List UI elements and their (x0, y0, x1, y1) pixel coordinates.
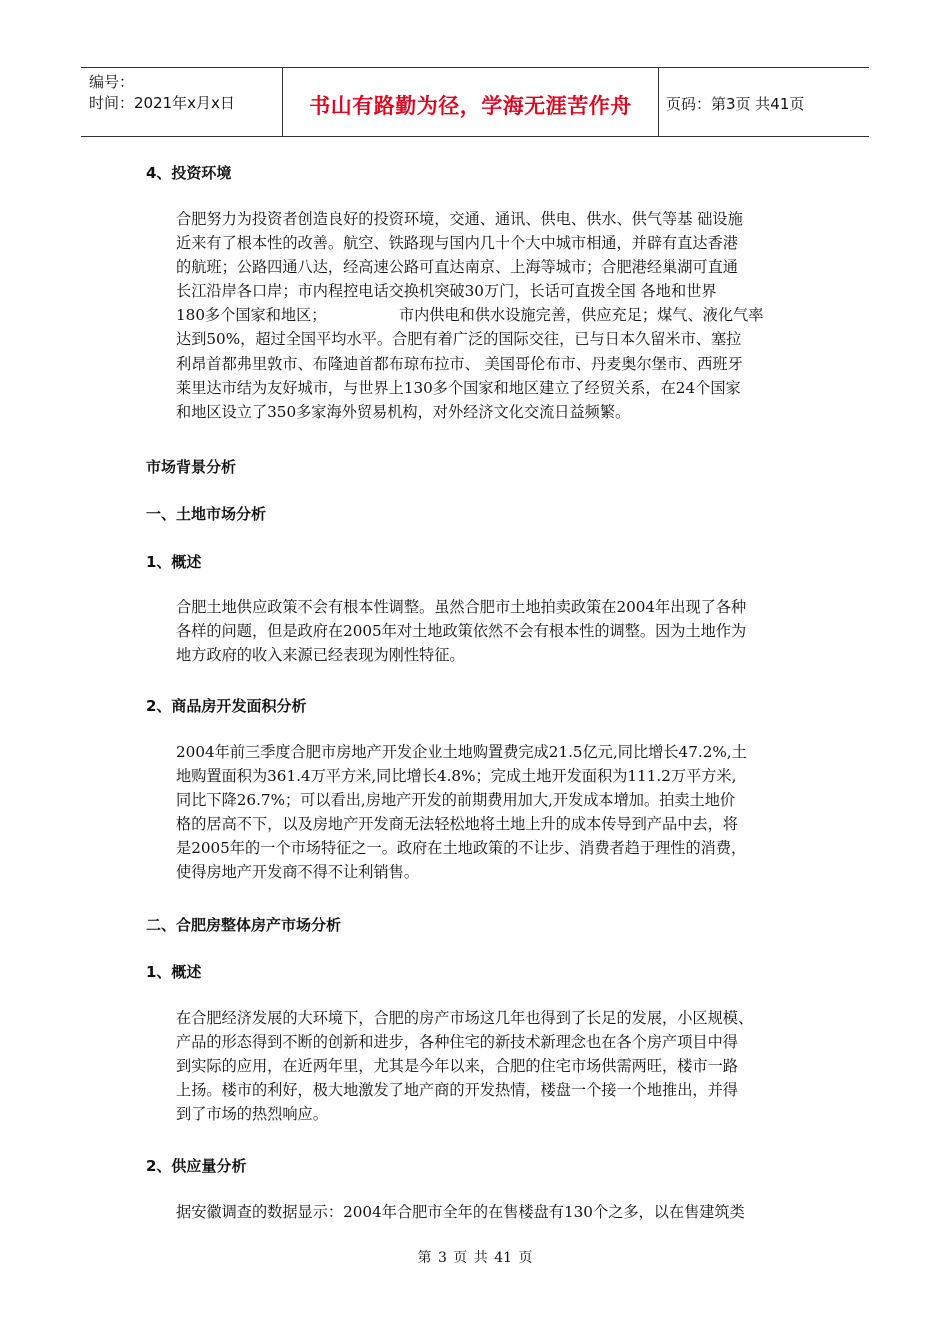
page-header (81, 67, 869, 137)
text-line: 地方政府的收入来源已经表现为刚性特征。 (176, 646, 465, 665)
text-line: 地购置面积为361.4万平方米,同比增长4.8%；完成土地开发面积为111.2万平方米, (176, 767, 737, 786)
document-number-label: 编号： (89, 73, 135, 91)
subsection-heading-land-overview: 1、概述 (146, 553, 202, 571)
text-line: 到实际的应用，在近两年里，尤其是今年以来，合肥的住宅市场供需两旺，楼市一路 (176, 1057, 738, 1076)
page-footer: 第 3 页 共 41 页 (417, 1250, 533, 1266)
text-line: 合肥土地供应政策不会有根本性调整。虽然合肥市土地拍卖政策在2004年出现了各种 (176, 598, 747, 616)
subsection-heading-housing-overview: 1、概述 (146, 963, 202, 981)
paragraph-housing-overview (176, 1006, 816, 1126)
subsection-heading-supply: 2、供应量分析 (146, 1157, 247, 1175)
text-line: 利昂首都弗里敦市、布隆迪首都布琼布拉市、 美国哥伦布市、丹麦奥尔堡市、西班牙 (176, 354, 743, 373)
text-line: 的航班；公路四通八达，经高速公路可直达南京、上海等城市；合肥港经巢湖可直通 (176, 258, 738, 277)
text-line: 格的居高不下，以及房地产开发商无法轻松地将土地上升的成本传导到产品中去，将 (176, 815, 738, 834)
section-heading-market-background: 市场背景分析 (146, 458, 237, 476)
text-line: 近来有了根本性的改善。航空、铁路现与国内几十个大中城市相通，并辟有直达香港 (176, 234, 738, 253)
header-page-cell (658, 68, 869, 136)
paragraph-development-area (176, 740, 816, 885)
text-line: 据安徽调查的数据显示：2004年合肥市全年的在售楼盘有130个之多，以在售建筑类 (176, 1203, 745, 1221)
text-line: 同比下降26.7%；可以看出,房地产开发的前期费用加大,开发成本增加。拍卖土地价 (176, 791, 736, 810)
text-line: 达到50%，超过全国平均水平。合肥有着广泛的国际交往，已与日本久留米市、塞拉 (176, 330, 742, 349)
text-line: 长江沿岸各口岸；市内程控电话交换机突破30万门，长话可直拨全国 各地和世界 (176, 282, 717, 301)
header-motto: 书山有路勤为径，学海无涯苦作舟 (309, 94, 632, 118)
text-line: 莱里达市结为友好城市，与世界上130多个国家和地区建立了经贸关系，在24个国家 (176, 378, 741, 397)
section-heading-land-market: 一、土地市场分析 (146, 505, 267, 523)
header-motto-cell (282, 68, 659, 136)
subsection-heading-development-area: 2、商品房开发面积分析 (146, 697, 307, 715)
paragraph-supply (176, 1200, 816, 1224)
text-line: 各样的问题，但是政府在2005年对土地政策依然不会有根本性的调整。因为土地作为 (176, 622, 747, 641)
document-time-label: 时间：2021年x月x日 (89, 94, 235, 112)
text-line: 2004年前三季度合肥市房地产开发企业土地购置费完成21.5亿元,同比增长47.2%,土 (176, 743, 747, 761)
text-line: 合肥努力为投资者创造良好的投资环境，交通、通讯、供电、供水、供气等基 础设施 (176, 210, 743, 228)
text-line: 使得房地产开发商不得不让利销售。 (176, 863, 419, 882)
header-page-code: 页码：第3页 共41页 (666, 95, 805, 113)
text-line: 180多个国家和地区； 市内供电和供水设施完善，供应充足；煤气、液化气率 (176, 306, 764, 325)
text-line: 到了市场的热烈响应。 (176, 1105, 328, 1124)
text-line: 上扬。楼市的利好，极大地激发了地产商的开发热情，楼盘一个接一个地推出，并得 (176, 1081, 738, 1100)
paragraph-investment (176, 207, 816, 424)
text-line: 和地区设立了350多家海外贸易机构，对外经济文化交流日益频繁。 (176, 402, 631, 421)
section-heading-investment: 4、投资环境 (146, 164, 232, 182)
text-line: 产品的形态得到不断的创新和进步，各种住宅的新技术新理念也在各个房产项目中得 (176, 1033, 738, 1052)
header-info-cell (81, 68, 282, 136)
text-line: 是2005年的一个市场特征之一。政府在土地政策的不让步、消费者趋于理性的消费， (176, 839, 747, 858)
section-heading-housing-market: 二、合肥房整体房产市场分析 (146, 916, 342, 934)
text-line: 在合肥经济发展的大环境下，合肥的房产市场这几年也得到了长足的发展，小区规模、 (176, 1009, 754, 1027)
paragraph-land-overview (176, 595, 816, 667)
